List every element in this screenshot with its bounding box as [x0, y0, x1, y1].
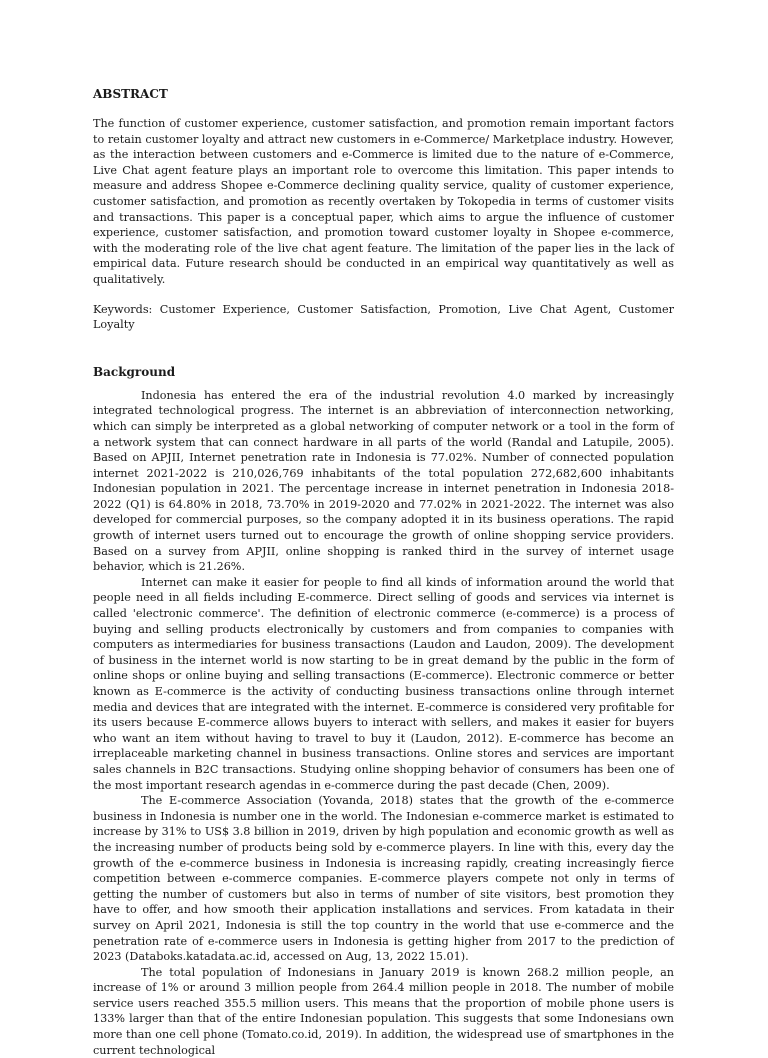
keywords-line [93, 302, 674, 333]
abstract-text: The function of customer experience, customer satisfaction, and promotion remain important factors to retain customer loyalty and attract new customers in e-Commerce/ Marketplace industry. However, as the interaction between customers and e-Commerce is limited due to the nature of e-Commerce, Live Chat agent feature plays an important role to overcome this limitation. This paper intends to measure and address Shopee e-Commerce declining quality service, quality of customer experience, customer satisfaction, and promotion as recently overtaken by Tokopedia in terms of customer visits and transactions. This paper is a conceptual paper, which aims to argue the influence of customer experience, customer satisfaction, and promotion toward customer loyalty in Shopee e-commerce, with the moderating role of the live chat agent feature. The limitation of the paper lies in the lack of empirical data. Future research should be conducted in an empirical way quantitatively as well as qualitatively. [93, 117, 674, 286]
keywords-label: Keywords: [93, 302, 153, 316]
paper-page [93, 84, 674, 1058]
background-paragraph-3: The E-commerce Association (Yovanda, 2018) states that the growth of the e-commerce business in Indonesia is number one in the world. The Indonesian e-commerce market is estimated to increase by 31% to US$ 3.8 billion in 2019, driven by high population and economic growth as well as the increasing number of products being sold by e-commerce players. In line with this, every day the growth of the e-commerce business in Indonesia is increasing rapidly, creating increasingly fierce competition between e-commerce companies. E-commerce players compete not only in terms of getting the number of customers but also in terms of number of site visitors, best promotion they have to offer, and how smooth their application installations and services. From katadata in their survey on April 2021, Indonesia is still the top country in the world that use e-commerce and the penetration rate of e-commerce users in Indonesia is getting higher from 2017 to the prediction of 2023 (Databoks.katadata.ac.id, accessed on Aug, 13, 2022 15.01). [93, 794, 675, 964]
background-paragraph-2: Internet can make it easier for people to find all kinds of information around the world that people need in all fields including E-commerce. Direct selling of goods and services via internet is called 'electronic commerce'. The definition of electronic commerce (e-commerce) is a process of buying and selling products electronically by customers and from companies to companies with computers as intermediaries for business transactions (Laudon and Laudon, 2009). The development of business in the internet world is now starting to be in great demand by the public in the form of online shops or online buying and selling transactions (E-commerce). Electronic commerce or better known as E-commerce is the activity of conducting business transactions online through internet media and devices that are integrated with the internet. E-commerce is considered very profitable for its users because E-commerce allows buyers to interact with sellers, and makes it easier for buyers who want an item without having to travel to buy it (Laudon, 2012). E-commerce has become an irreplaceable marketing channel in business transactions. Online stores and services are important sales channels in B2C transactions. Studying online shopping behavior of consumers has been one of the most important research agendas in e-commerce during the past decade (Chen, 2009). [93, 575, 674, 792]
abstract-heading: ABSTRACT [93, 87, 168, 101]
background-paragraph-1: Indonesia has entered the era of the industrial revolution 4.0 marked by increasingly integrated technological progress. The internet is an abbreviation of interconnection networking, which can simply be interpreted as a global networking of computer network or a tool in the form of a network system that can connect hardware in all parts of the world (Randal and Latupile, 2005). Based on APJII, Internet penetration rate in Indonesia is 77.02%. Number of connected population internet 2021-2022 is 210,026,769 inhabitants of the total population 272,682,600 inhabitants Indonesian population in 2021. The percentage increase in internet penetration in Indonesia 2018-2022 (Q1) is 64.80% in 2018, 73.70% in 2019-2020 and 77.02% in 2021-2022. The internet was also developed for commercial purposes, so the company adopted it in its business operations. The rapid growth of internet users turned out to encourage the growth of online shopping service providers. Based on a survey from APJII, online shopping is ranked third in the survey of internet usage behavior, which is 21.26%. [93, 388, 674, 574]
background-paragraph-4: The total population of Indonesians in January 2019 is known 268.2 million people, an increase of 1% or around 3 million people from 264.4 million people in 2018. The number of mobile service users reached 355.5 million users. This means that the proportion of mobile phone users is 133% larger than that of the entire Indonesian population. This suggests that some Indonesians own more than one cell phone (Tomato.co.id, 2019). In addition, the widespread use of smartphones in the current technological [93, 965, 674, 1057]
keywords-text: Customer Experience, Customer Satisfaction, Promotion, Live Chat Agent, Customer Loyalty [93, 302, 674, 332]
background-heading: Background [93, 364, 176, 379]
